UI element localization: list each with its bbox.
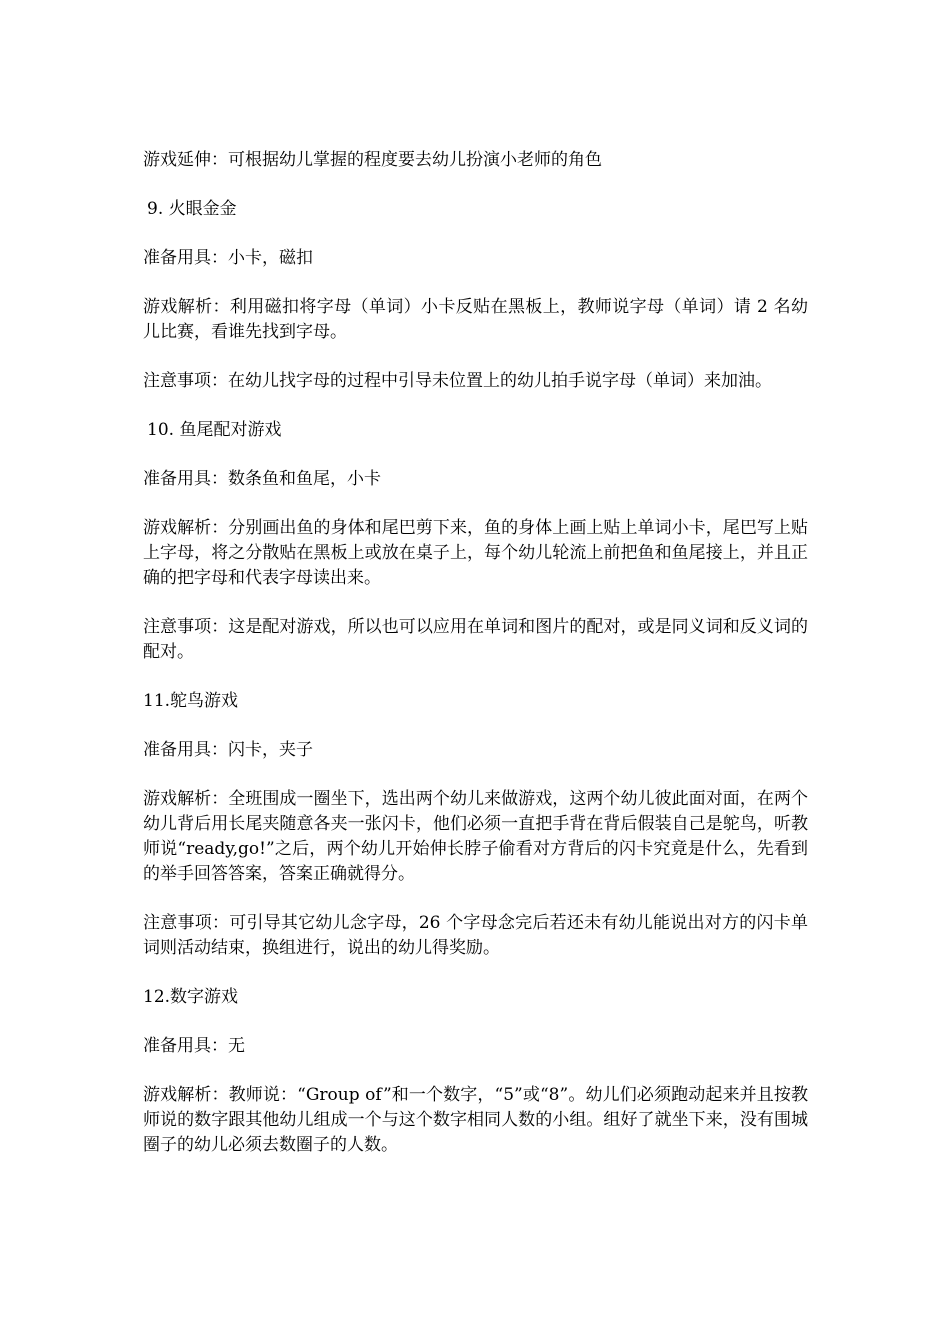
game-analysis-paragraph-11: 游戏解析：全班围成一圈坐下，选出两个幼儿来做游戏，这两个幼儿彼此面对面，在两个幼儿背后用长尾夹随意各夹一张闪卡，他们必须一直把手背在背后假装自己是鸵鸟，听教师说“ready,go!”之后，两个幼儿开始伸长脖子偷看对方背后的闪卡究竟是什么，先看到的举手回答答案，答案正确就得分。 xyxy=(143,789,808,884)
game-analysis-paragraph-9: 游戏解析：利用磁扣将字母（单词）小卡反贴在黑板上，教师说字母（单词）请 2 名幼儿比赛，看谁先找到字母。 xyxy=(143,297,808,342)
section-heading-12: 12.数字游戏 xyxy=(143,987,239,1007)
materials-paragraph-9: 准备用具：小卡，磁扣 xyxy=(143,248,313,268)
notes-paragraph-11: 注意事项：可引导其它幼儿念字母，26 个字母念完后若还未有幼儿能说出对方的闪卡单词则活动结束，换组进行，说出的幼儿得奖励。 xyxy=(143,913,808,958)
materials-paragraph-10: 准备用具：数条鱼和鱼尾，小卡 xyxy=(143,469,381,489)
section-heading-10: 10. 鱼尾配对游戏 xyxy=(147,420,282,440)
section-heading-9: 9. 火眼金金 xyxy=(147,199,237,219)
materials-paragraph-12: 准备用具：无 xyxy=(143,1036,245,1056)
notes-paragraph-10: 注意事项：这是配对游戏，所以也可以应用在单词和图片的配对，或是同义词和反义词的配对。 xyxy=(143,617,808,662)
game-analysis-paragraph-10: 游戏解析：分别画出鱼的身体和尾巴剪下来，鱼的身体上画上贴上单词小卡，尾巴写上贴上字母，将之分散贴在黑板上或放在桌子上，每个幼儿轮流上前把鱼和鱼尾接上，并且正确的把字母和代表字母读出来。 xyxy=(143,518,808,588)
materials-paragraph-11: 准备用具：闪卡，夹子 xyxy=(143,740,313,760)
notes-paragraph-9: 注意事项：在幼儿找字母的过程中引导未位置上的幼儿拍手说字母（单词）来加油。 xyxy=(143,371,772,391)
game-analysis-paragraph-12: 游戏解析：教师说：“Group of”和一个数字，“5”或“8”。幼儿们必须跑动起来并且按教师说的数字跟其他幼儿组成一个与这个数字相同人数的小组。组好了就坐下来，没有围城圈子的幼儿必须去数圈子的人数。 xyxy=(143,1085,808,1155)
game-extension-paragraph: 游戏延伸：可根据幼儿掌握的程度要去幼儿扮演小老师的角色 xyxy=(143,150,602,170)
section-heading-11: 11.鸵鸟游戏 xyxy=(143,691,239,711)
document-body xyxy=(143,148,808,1182)
